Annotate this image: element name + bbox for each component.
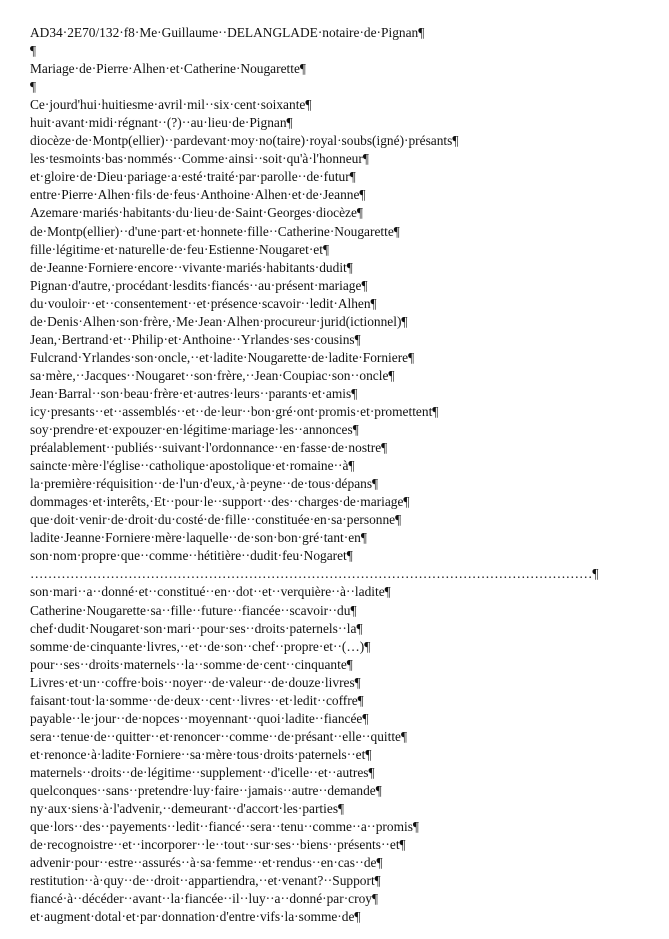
text-line: saincte·mère·l'église··catholique·apostolique·et·romaine··à¶ [30,458,355,474]
text-line: du·vouloir··et··consentement··et·présence·scavoir··ledit·Alhen¶ [30,295,377,311]
text-line: ¶ [30,43,37,59]
text-line: son·nom·propre·que··comme··hétitière··dudit·feu·Nogaret¶ [30,548,353,564]
text-line: advenir·pour··estre··assurés··à·sa·femme··et·rendus··en·cas··de¶ [30,855,383,871]
text-line: icy·presants··et··assemblés··et··de·leur··bon·gré·ont·promis·et·promettent¶ [30,403,439,419]
text-line: Jean,·Bertrand·et··Philip·et·Anthoine··Yrlandes·ses·cousins¶ [30,331,361,347]
text-line: ………………………………………………………………………………………………………………¶ [30,566,599,582]
text-line: ny·aux·siens·à·l'advenir,··demeurant··d'accort·les·parties¶ [30,801,345,817]
text-line: faisant·tout·la·somme··de·deux··cent··livres··et·ledit··coffre¶ [30,692,364,708]
text-line: de·Denis·Alhen·son·frère,·Me·Jean·Alhen·procureur·jurid(ictionnel)¶ [30,313,408,329]
text-line: huit·avant·midi·régnant··(?)··au·lieu·de·Pignan¶ [30,115,293,131]
text-line: la·première·réquisition··de·l'un·d'eux,·à·peyne··de·tous·dépans¶ [30,476,379,492]
text-line: que·lors··des··payements··ledit··fiancé··sera··tenu··comme··a··promis¶ [30,819,419,835]
text-line: fille·légitime·et·naturelle·de·feu·Estienne·Nougaret·et¶ [30,241,330,257]
text-line: somme·de·cinquante·livres,··et··de·son··chef··propre·et··(…)¶ [30,638,371,654]
text-line: ¶ [30,79,37,95]
text-line: son·mari··a··donné·et··constitué··en··dot··et··verquière··à··ladite¶ [30,584,391,600]
text-line: sa·mère,··Jacques··Nougaret··son·frère,··Jean·Coupiac·son··oncle¶ [30,367,395,383]
text-line: Azemare·mariés·habitants·du·lieu·de·Saint·Georges·diocèze¶ [30,205,363,221]
text-line: les·tesmoints·bas·nommés··Comme·ainsi··soit·qu'à·l'honneur¶ [30,151,369,167]
text-line: Mariage·de·Pierre·Alhen·et·Catherine·Nougarette¶ [30,61,306,77]
text-line: de·Montp(ellier)··d'une·part·et·honnete·fille··Catherine·Nougarette¶ [30,223,400,239]
text-line: quelconques··sans··pretendre·luy·faire··jamais··autre··demande¶ [30,782,382,798]
text-line: ladite·Jeanne·Forniere·mère·laquelle··de·son·bon·gré·tant·en¶ [30,530,367,546]
text-line: et·renonce·à·ladite·Forniere··sa·mère·tous·droits·paternels··et¶ [30,746,372,762]
text-line: Jean·Barral··son·beau·frère·et·autres·leurs··parants·et·amis¶ [30,385,358,401]
text-line: Pignan·d'autre,·procédant·lesdits·fiancés··au·présent·mariage¶ [30,277,368,293]
text-line: restitution··à·quy··de··droit··appartiendra,··et·venant?··Support¶ [30,873,381,889]
text-line: maternels··droits··de·légitime··supplement··d'icelle··et··autres¶ [30,764,375,780]
text-line: sera··tenue·de··quitter··et·renoncer··comme··de·présant··elle··quitte¶ [30,728,408,744]
text-line: et·augment·dotal·et·par·donnation·d'entre·vifs·la·somme·de¶ [30,909,361,925]
text-line: fiancé·à··décéder··avant··la·fiancée··il··luy··a··donné·par·croy¶ [30,891,379,907]
text-line: payable··le·jour··de·nopces··moyennant··quoi·ladite··fiancée¶ [30,710,369,726]
text-line: de·recognoistre··et··incorporer··le··tout··sur·ses··biens··présents··et¶ [30,837,406,853]
text-line: Livres·et·un··coffre·bois··noyer··de·valeur··de·douze·livres¶ [30,674,361,690]
text-line: préalablement··publiés··suivant·l'ordonnance··en·fasse·de·nostre¶ [30,440,388,456]
text-line: et·gloire·de·Dieu·pariage·a·esté·traité·par·parolle··de·futur¶ [30,169,356,185]
text-line: AD34·2E70/132·f8·Me·Guillaume··DELANGLADE·notaire·de·Pignan¶ [30,25,425,40]
text-line: Fulcrand·Yrlandes·son·oncle,··et·ladite·Nougarette·de·ladite·Forniere¶ [30,349,415,365]
text-line: que·doit·venir·de·droit·du·costé·de·fille··constituée·en·sa·personne¶ [30,512,402,528]
text-line: Ce·jourd'hui·huitiesme·avril·mil··six·cent·soixante¶ [30,97,312,113]
text-line: chef·dudit·Nougaret·son·mari··pour·ses··droits·paternels··la¶ [30,620,363,636]
text-line: Catherine·Nougarette·sa··fille··future··fiancée··scavoir··du¶ [30,602,357,618]
text-line: soy·prendre·et·expouzer·en·légitime·mariage·les··annonces¶ [30,422,359,438]
text-line: pour··ses··droits·maternels··la··somme·de·cent··cinquante¶ [30,656,353,672]
text-line: entre·Pierre·Alhen·fils·de·feus·Anthoine·Alhen·et·de·Jeanne¶ [30,187,366,203]
text-line: de·Jeanne·Forniere·encore··vivante·mariés·habitants·dudit¶ [30,259,353,275]
document-body [30,24,660,926]
text-line: dommages·et·interêts,·Et··pour·le··support··des··charges·de·mariage¶ [30,494,410,510]
text-line: diocèze·de·Montp(ellier)··pardevant·moy·no(taire)·royal·soubs(igné)·présants¶ [30,133,459,149]
